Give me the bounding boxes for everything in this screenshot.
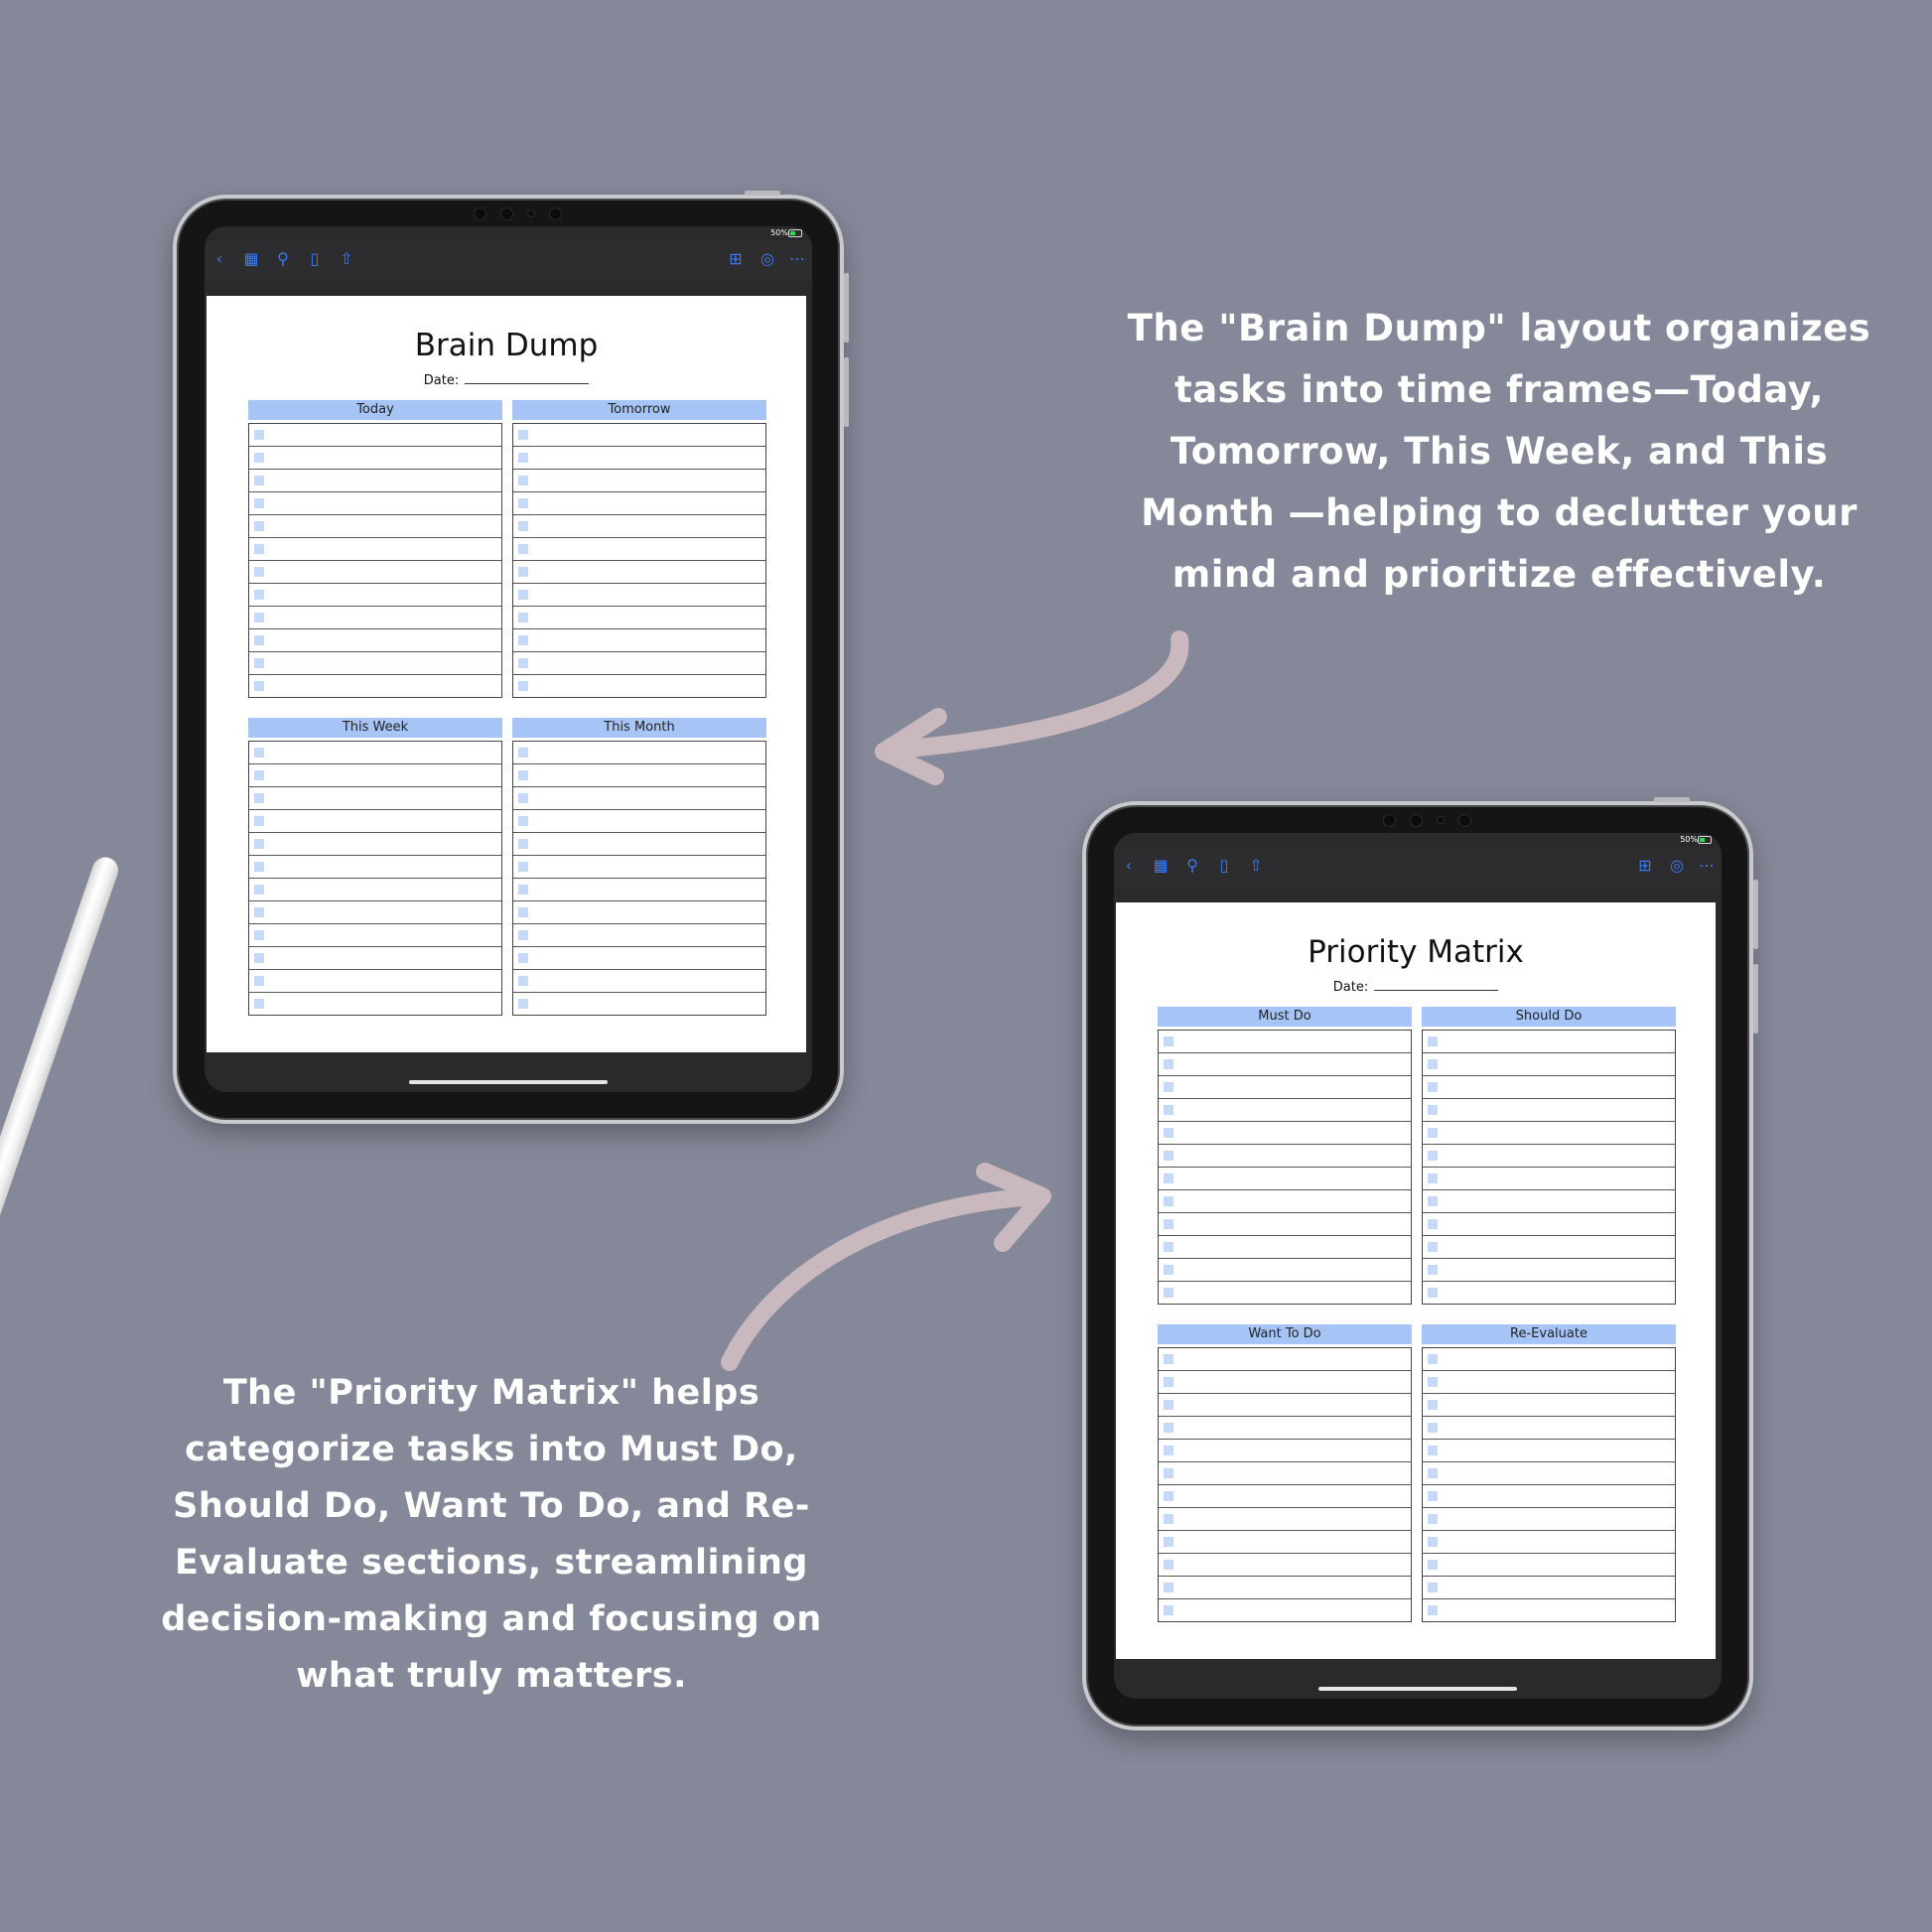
task-row[interactable] bbox=[1159, 1076, 1411, 1099]
task-row[interactable] bbox=[249, 924, 501, 947]
task-row[interactable] bbox=[513, 607, 765, 629]
task-row[interactable] bbox=[513, 947, 765, 970]
task-row[interactable] bbox=[513, 492, 765, 515]
checkbox[interactable] bbox=[518, 976, 528, 986]
camera-bar bbox=[453, 205, 582, 222]
checkbox[interactable] bbox=[1164, 1196, 1173, 1206]
task-row[interactable] bbox=[249, 993, 501, 1015]
checkbox[interactable] bbox=[518, 476, 528, 485]
checkbox[interactable] bbox=[1428, 1288, 1438, 1298]
checkbox[interactable] bbox=[1164, 1105, 1173, 1115]
checkbox[interactable] bbox=[1164, 1514, 1173, 1524]
section-should-do bbox=[1422, 1007, 1676, 1305]
planner-page bbox=[207, 296, 806, 1052]
bookmark-icon[interactable]: ▯ bbox=[310, 249, 320, 268]
task-row[interactable] bbox=[249, 584, 501, 607]
checkbox[interactable] bbox=[254, 839, 264, 849]
section-header: Today bbox=[248, 400, 502, 420]
checkbox[interactable] bbox=[254, 453, 264, 463]
camera-bar bbox=[1362, 811, 1491, 829]
date-field[interactable] bbox=[207, 373, 806, 388]
task-row[interactable] bbox=[1159, 1053, 1411, 1076]
task-row[interactable] bbox=[513, 879, 765, 901]
checkbox[interactable] bbox=[254, 590, 264, 600]
screen bbox=[1114, 833, 1722, 1699]
task-row[interactable] bbox=[513, 470, 765, 492]
checkbox[interactable] bbox=[254, 658, 264, 668]
task-row[interactable] bbox=[1159, 1531, 1411, 1554]
arrow-head-right bbox=[985, 1172, 1042, 1243]
task-row[interactable] bbox=[249, 629, 501, 652]
task-row[interactable] bbox=[1423, 1190, 1675, 1213]
checkbox[interactable] bbox=[518, 635, 528, 645]
checkbox[interactable] bbox=[254, 862, 264, 872]
task-row[interactable] bbox=[513, 675, 765, 697]
checkbox[interactable] bbox=[1428, 1491, 1438, 1501]
checkbox[interactable] bbox=[1164, 1173, 1173, 1183]
markup-icon[interactable]: ◎ bbox=[1670, 856, 1684, 875]
task-row[interactable] bbox=[1159, 1394, 1411, 1417]
checkbox[interactable] bbox=[254, 521, 264, 531]
checkbox[interactable] bbox=[1428, 1468, 1438, 1478]
status-bar bbox=[205, 226, 812, 240]
status-bar bbox=[1114, 833, 1722, 847]
checkbox[interactable] bbox=[254, 613, 264, 622]
checkbox[interactable] bbox=[254, 770, 264, 780]
task-row[interactable] bbox=[249, 947, 501, 970]
task-row[interactable] bbox=[513, 742, 765, 764]
task-row[interactable] bbox=[1159, 1577, 1411, 1599]
task-row[interactable] bbox=[1159, 1190, 1411, 1213]
checkbox[interactable] bbox=[1164, 1082, 1173, 1092]
task-row[interactable] bbox=[1423, 1531, 1675, 1554]
checkbox[interactable] bbox=[1428, 1446, 1438, 1455]
markup-icon[interactable]: ◎ bbox=[760, 249, 774, 268]
task-row[interactable] bbox=[1423, 1236, 1675, 1259]
task-row[interactable] bbox=[249, 901, 501, 924]
section-this-month bbox=[512, 718, 766, 1016]
checkbox[interactable] bbox=[518, 658, 528, 668]
search-icon[interactable]: ⚲ bbox=[277, 249, 289, 268]
checkbox[interactable] bbox=[1164, 1265, 1173, 1275]
task-row[interactable] bbox=[1159, 1031, 1411, 1053]
checkbox[interactable] bbox=[518, 953, 528, 963]
checkbox[interactable] bbox=[1428, 1219, 1438, 1229]
task-row[interactable] bbox=[1423, 1508, 1675, 1531]
task-row[interactable] bbox=[513, 764, 765, 787]
task-row[interactable] bbox=[513, 924, 765, 947]
checkbox[interactable] bbox=[254, 430, 264, 440]
checkbox[interactable] bbox=[254, 816, 264, 826]
arrow-head-left bbox=[884, 717, 938, 776]
task-row[interactable] bbox=[1159, 1348, 1411, 1371]
checkbox[interactable] bbox=[254, 476, 264, 485]
share-icon[interactable]: ⇧ bbox=[1249, 856, 1263, 875]
curved-arrow-left-icon bbox=[898, 639, 1179, 750]
checkbox[interactable] bbox=[1428, 1059, 1438, 1069]
checkbox[interactable] bbox=[254, 498, 264, 508]
task-row[interactable] bbox=[1159, 1417, 1411, 1440]
page-title: Brain Dump bbox=[414, 328, 599, 363]
checkbox[interactable] bbox=[254, 907, 264, 917]
grid-icon[interactable]: ▦ bbox=[1153, 856, 1169, 875]
section-header: This Week bbox=[248, 718, 502, 738]
task-row[interactable] bbox=[249, 538, 501, 561]
checkbox[interactable] bbox=[1428, 1537, 1438, 1547]
checkbox[interactable] bbox=[518, 907, 528, 917]
task-row[interactable] bbox=[1159, 1485, 1411, 1508]
task-row[interactable] bbox=[249, 787, 501, 810]
task-row[interactable] bbox=[1423, 1554, 1675, 1577]
tablet-brain-dump bbox=[173, 195, 844, 1124]
task-row[interactable] bbox=[249, 652, 501, 675]
battery-percent: 50% bbox=[770, 228, 788, 237]
stylus-pencil bbox=[0, 854, 122, 1388]
checkbox[interactable] bbox=[1428, 1265, 1438, 1275]
page-title: Priority Matrix bbox=[1308, 934, 1524, 970]
task-row[interactable] bbox=[1159, 1440, 1411, 1462]
task-row[interactable] bbox=[513, 810, 765, 833]
checkbox[interactable] bbox=[518, 816, 528, 826]
section-header: Tomorrow bbox=[512, 400, 766, 420]
checkbox[interactable] bbox=[254, 681, 264, 691]
checkbox[interactable] bbox=[518, 862, 528, 872]
toolbar bbox=[1114, 847, 1722, 887]
task-row[interactable] bbox=[513, 424, 765, 447]
task-row[interactable] bbox=[1423, 1485, 1675, 1508]
checkbox[interactable] bbox=[1164, 1491, 1173, 1501]
add-page-icon[interactable]: ⊞ bbox=[1638, 856, 1652, 875]
more-icon[interactable]: ⋯ bbox=[1699, 856, 1715, 875]
section-header: Should Do bbox=[1422, 1007, 1676, 1027]
task-row[interactable] bbox=[1159, 1462, 1411, 1485]
checkbox[interactable] bbox=[1428, 1173, 1438, 1183]
task-row[interactable] bbox=[249, 810, 501, 833]
checkbox[interactable] bbox=[254, 748, 264, 758]
task-row[interactable] bbox=[1159, 1145, 1411, 1168]
priority-matrix-caption: The "Priority Matrix" helps categorize tasks into Must Do, Should Do, Want To Do, and Re-Evaluate sections, streamlining decision-making and focusing on what truly matters. bbox=[161, 1373, 822, 1696]
date-label: Date: bbox=[1332, 980, 1369, 995]
task-row[interactable] bbox=[249, 447, 501, 470]
chevron-left-icon[interactable]: ‹ bbox=[215, 249, 223, 268]
task-row[interactable] bbox=[1423, 1599, 1675, 1621]
checkbox[interactable] bbox=[1428, 1583, 1438, 1592]
checkbox[interactable] bbox=[518, 770, 528, 780]
checkbox[interactable] bbox=[518, 544, 528, 554]
checkbox[interactable] bbox=[1164, 1128, 1173, 1138]
task-row[interactable] bbox=[1423, 1440, 1675, 1462]
checkbox[interactable] bbox=[518, 793, 528, 803]
task-row[interactable] bbox=[513, 901, 765, 924]
home-indicator[interactable] bbox=[1318, 1687, 1517, 1691]
task-row[interactable] bbox=[249, 856, 501, 879]
checkbox[interactable] bbox=[1164, 1059, 1173, 1069]
task-row[interactable] bbox=[1159, 1213, 1411, 1236]
checkbox[interactable] bbox=[1428, 1242, 1438, 1252]
brain-dump-caption: The "Brain Dump" layout organizes tasks into time frames—Today, Tomorrow, This Week, and This Month —helping to declutter your mind and prioritize effectively. bbox=[1127, 307, 1871, 596]
checkbox[interactable] bbox=[1428, 1377, 1438, 1387]
task-row[interactable] bbox=[1159, 1508, 1411, 1531]
checkbox[interactable] bbox=[1428, 1605, 1438, 1615]
task-row[interactable] bbox=[513, 856, 765, 879]
checkbox[interactable] bbox=[518, 681, 528, 691]
date-label: Date: bbox=[423, 373, 460, 388]
checkbox[interactable] bbox=[254, 953, 264, 963]
task-row[interactable] bbox=[249, 742, 501, 764]
add-page-icon[interactable]: ⊞ bbox=[729, 249, 743, 268]
task-row[interactable] bbox=[249, 879, 501, 901]
checkbox[interactable] bbox=[254, 976, 264, 986]
checkbox[interactable] bbox=[518, 590, 528, 600]
checkbox[interactable] bbox=[1164, 1560, 1173, 1570]
tablet-priority-matrix bbox=[1082, 801, 1753, 1730]
task-row[interactable] bbox=[249, 424, 501, 447]
grid-icon[interactable]: ▦ bbox=[243, 249, 259, 268]
task-row[interactable] bbox=[249, 675, 501, 697]
task-row[interactable] bbox=[1423, 1394, 1675, 1417]
checkbox[interactable] bbox=[1428, 1560, 1438, 1570]
section-today bbox=[248, 400, 502, 698]
checkbox[interactable] bbox=[518, 930, 528, 940]
task-row[interactable] bbox=[1423, 1577, 1675, 1599]
task-row[interactable] bbox=[1423, 1053, 1675, 1076]
section-must-do bbox=[1158, 1007, 1412, 1305]
task-row[interactable] bbox=[249, 515, 501, 538]
section-header: Want To Do bbox=[1158, 1324, 1412, 1344]
checkbox[interactable] bbox=[254, 544, 264, 554]
task-row[interactable] bbox=[249, 970, 501, 993]
task-row[interactable] bbox=[1423, 1462, 1675, 1485]
task-row[interactable] bbox=[1423, 1031, 1675, 1053]
task-row[interactable] bbox=[1423, 1145, 1675, 1168]
checkbox[interactable] bbox=[518, 498, 528, 508]
task-row[interactable] bbox=[513, 993, 765, 1015]
task-row[interactable] bbox=[513, 584, 765, 607]
checkbox[interactable] bbox=[1164, 1446, 1173, 1455]
checkbox[interactable] bbox=[518, 613, 528, 622]
planner-page bbox=[1116, 902, 1716, 1659]
checkbox[interactable] bbox=[1428, 1128, 1438, 1138]
task-row[interactable] bbox=[1159, 1236, 1411, 1259]
tablet-top-button bbox=[745, 191, 780, 196]
checkbox[interactable] bbox=[1164, 1377, 1173, 1387]
screen bbox=[205, 226, 812, 1092]
battery-icon bbox=[1698, 836, 1712, 844]
section-header: This Month bbox=[512, 718, 766, 738]
date-field[interactable] bbox=[1116, 980, 1716, 995]
task-row[interactable] bbox=[513, 833, 765, 856]
task-row[interactable] bbox=[513, 515, 765, 538]
checkbox[interactable] bbox=[254, 885, 264, 895]
checkbox[interactable] bbox=[518, 567, 528, 577]
checkbox[interactable] bbox=[254, 930, 264, 940]
task-row[interactable] bbox=[1423, 1417, 1675, 1440]
checkbox[interactable] bbox=[518, 453, 528, 463]
task-row[interactable] bbox=[1423, 1282, 1675, 1304]
task-row[interactable] bbox=[249, 470, 501, 492]
checkbox[interactable] bbox=[518, 839, 528, 849]
checkbox[interactable] bbox=[518, 885, 528, 895]
task-row[interactable] bbox=[1159, 1371, 1411, 1394]
checkbox[interactable] bbox=[254, 999, 264, 1009]
section-this-week bbox=[248, 718, 502, 1016]
checkbox[interactable] bbox=[1164, 1605, 1173, 1615]
checkbox[interactable] bbox=[1428, 1036, 1438, 1046]
checkbox[interactable] bbox=[518, 748, 528, 758]
battery-percent: 50% bbox=[1680, 835, 1698, 844]
task-row[interactable] bbox=[513, 447, 765, 470]
section-header: Re-Evaluate bbox=[1422, 1324, 1676, 1344]
section-header: Must Do bbox=[1158, 1007, 1412, 1027]
checkbox[interactable] bbox=[1164, 1423, 1173, 1433]
task-row[interactable] bbox=[1159, 1259, 1411, 1282]
checkbox[interactable] bbox=[1428, 1400, 1438, 1410]
checkbox[interactable] bbox=[1164, 1537, 1173, 1547]
task-row[interactable] bbox=[1159, 1099, 1411, 1122]
task-row[interactable] bbox=[1423, 1099, 1675, 1122]
checkbox[interactable] bbox=[518, 521, 528, 531]
section-want-to-do bbox=[1158, 1324, 1412, 1622]
checkbox[interactable] bbox=[518, 999, 528, 1009]
task-row[interactable] bbox=[513, 970, 765, 993]
task-row[interactable] bbox=[1423, 1348, 1675, 1371]
task-row[interactable] bbox=[1423, 1076, 1675, 1099]
checkbox[interactable] bbox=[1428, 1105, 1438, 1115]
task-row[interactable] bbox=[1423, 1213, 1675, 1236]
task-row[interactable] bbox=[513, 538, 765, 561]
battery-icon bbox=[788, 229, 802, 237]
task-row[interactable] bbox=[1159, 1599, 1411, 1621]
task-row[interactable] bbox=[513, 652, 765, 675]
checkbox[interactable] bbox=[1164, 1242, 1173, 1252]
checkbox[interactable] bbox=[1428, 1423, 1438, 1433]
tablet-side-button bbox=[1753, 964, 1758, 1034]
checkbox[interactable] bbox=[1428, 1354, 1438, 1364]
chevron-left-icon[interactable]: ‹ bbox=[1125, 856, 1133, 875]
checkbox[interactable] bbox=[254, 567, 264, 577]
section-tomorrow bbox=[512, 400, 766, 698]
task-row[interactable] bbox=[1423, 1168, 1675, 1190]
tablet-side-button bbox=[1753, 880, 1758, 949]
tablet-top-button bbox=[1654, 797, 1690, 802]
checkbox[interactable] bbox=[1164, 1151, 1173, 1161]
checkbox[interactable] bbox=[1428, 1514, 1438, 1524]
tablet-side-button bbox=[844, 357, 849, 427]
checkbox[interactable] bbox=[1428, 1082, 1438, 1092]
checkbox[interactable] bbox=[1428, 1151, 1438, 1161]
task-row[interactable] bbox=[249, 607, 501, 629]
checkbox[interactable] bbox=[254, 635, 264, 645]
checkbox[interactable] bbox=[1164, 1468, 1173, 1478]
task-row[interactable] bbox=[249, 764, 501, 787]
checkbox[interactable] bbox=[254, 793, 264, 803]
bookmark-icon[interactable]: ▯ bbox=[1219, 856, 1229, 875]
task-row[interactable] bbox=[1159, 1282, 1411, 1304]
task-row[interactable] bbox=[513, 629, 765, 652]
more-icon[interactable]: ⋯ bbox=[789, 249, 805, 268]
checkbox[interactable] bbox=[518, 430, 528, 440]
checkbox[interactable] bbox=[1164, 1036, 1173, 1046]
task-row[interactable] bbox=[1159, 1168, 1411, 1190]
task-row[interactable] bbox=[513, 561, 765, 584]
tablet-side-button bbox=[844, 273, 849, 343]
search-icon[interactable]: ⚲ bbox=[1186, 856, 1198, 875]
task-row[interactable] bbox=[1423, 1259, 1675, 1282]
checkbox[interactable] bbox=[1428, 1196, 1438, 1206]
checkbox[interactable] bbox=[1164, 1354, 1173, 1364]
checkbox[interactable] bbox=[1164, 1219, 1173, 1229]
toolbar bbox=[205, 240, 812, 280]
task-row[interactable] bbox=[249, 833, 501, 856]
task-row[interactable] bbox=[1423, 1371, 1675, 1394]
curved-arrow-right-icon bbox=[730, 1196, 1037, 1362]
task-row[interactable] bbox=[249, 492, 501, 515]
checkbox[interactable] bbox=[1164, 1400, 1173, 1410]
home-indicator[interactable] bbox=[409, 1080, 608, 1084]
task-row[interactable] bbox=[1423, 1122, 1675, 1145]
task-row[interactable] bbox=[513, 787, 765, 810]
task-row[interactable] bbox=[249, 561, 501, 584]
section-re-evaluate bbox=[1422, 1324, 1676, 1622]
checkbox[interactable] bbox=[1164, 1583, 1173, 1592]
share-icon[interactable]: ⇧ bbox=[340, 249, 353, 268]
task-row[interactable] bbox=[1159, 1122, 1411, 1145]
task-row[interactable] bbox=[1159, 1554, 1411, 1577]
checkbox[interactable] bbox=[1164, 1288, 1173, 1298]
